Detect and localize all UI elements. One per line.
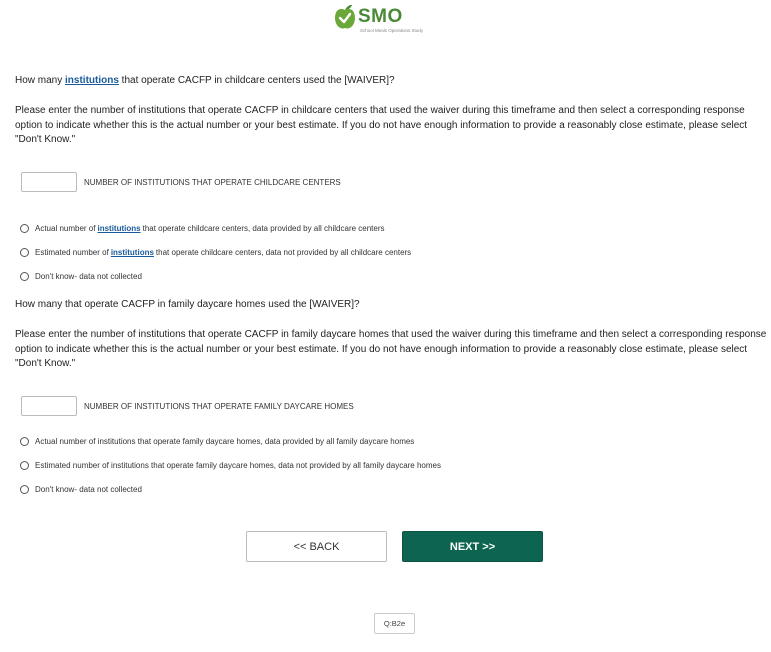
question-childcare bbox=[15, 74, 395, 88]
option-text: Don't know- data not collected bbox=[35, 271, 142, 281]
option-family-actual[interactable] bbox=[20, 434, 414, 448]
institutions-link[interactable]: institutions bbox=[65, 75, 119, 86]
question-suffix: that operate CACFP in childcare centers used the [WAIVER]? bbox=[118, 75, 395, 86]
family-daycare-number-input[interactable] bbox=[21, 396, 77, 416]
smo-logo bbox=[334, 4, 438, 34]
option-childcare-actual[interactable] bbox=[20, 221, 385, 235]
radio-button[interactable] bbox=[20, 485, 29, 494]
option-text: Don't know- data not collected bbox=[35, 484, 142, 494]
radio-button[interactable] bbox=[20, 224, 29, 233]
radio-button[interactable] bbox=[20, 272, 29, 281]
logo-text: SMO bbox=[358, 6, 403, 27]
back-button[interactable]: << BACK bbox=[246, 531, 387, 562]
radio-button[interactable] bbox=[20, 437, 29, 446]
question-family-daycare: How many that operate CACFP in family daycare homes used the [WAIVER]? bbox=[15, 299, 360, 310]
childcare-number-row bbox=[21, 171, 341, 193]
institutions-link[interactable]: institutions bbox=[110, 247, 154, 257]
question-code-badge: Q:B2e bbox=[374, 613, 415, 634]
option-suffix: that operate childcare centers, data provided by all childcare centers bbox=[142, 223, 385, 233]
family-daycare-number-row bbox=[21, 395, 354, 417]
next-button[interactable]: NEXT >> bbox=[402, 531, 543, 562]
option-text: Estimated number of institutions that operate family daycare homes, data not provided by all family daycare homes bbox=[35, 460, 441, 470]
family-daycare-number-label: NUMBER OF INSTITUTIONS THAT OPERATE FAMILY DAYCARE HOMES bbox=[84, 401, 354, 411]
apple-check-icon bbox=[334, 4, 356, 30]
option-family-dont-know[interactable] bbox=[20, 482, 142, 496]
question-prefix: How many bbox=[15, 75, 66, 86]
option-childcare-dont-know[interactable] bbox=[20, 269, 142, 283]
radio-button[interactable] bbox=[20, 248, 29, 257]
option-prefix: Estimated number of bbox=[35, 247, 109, 257]
radio-button[interactable] bbox=[20, 461, 29, 470]
option-text: Actual number of institutions that operate family daycare homes, data provided by all family daycare homes bbox=[35, 436, 415, 446]
option-suffix: that operate childcare centers, data not provided by all childcare centers bbox=[155, 247, 412, 257]
description-childcare: Please enter the number of institutions that operate CACFP in childcare centers that used the waiver during this timeframe and then select a corresponding response option to indicate whether this is the actual number or your best estimate. If you do not have enough information to provide a reasonably close estimate, please select "Don't Know." bbox=[15, 105, 748, 145]
logo-subtitle: School Meals Operations Study bbox=[360, 28, 424, 33]
childcare-number-input[interactable] bbox=[21, 172, 77, 192]
option-childcare-estimated[interactable] bbox=[20, 245, 411, 259]
option-family-estimated[interactable] bbox=[20, 458, 441, 472]
institutions-link[interactable]: institutions bbox=[97, 223, 141, 233]
childcare-number-label: NUMBER OF INSTITUTIONS THAT OPERATE CHILDCARE CENTERS bbox=[84, 177, 341, 187]
description-family-daycare: Please enter the number of institutions that operate CACFP in family daycare homes that used the waiver during this timeframe and then select a corresponding response option to indicate whether this is the actual number or your best estimate. If you do not have enough information to provide a reasonably close estimate, please select "Don't Know." bbox=[15, 329, 767, 369]
option-prefix: Actual number of bbox=[35, 223, 96, 233]
